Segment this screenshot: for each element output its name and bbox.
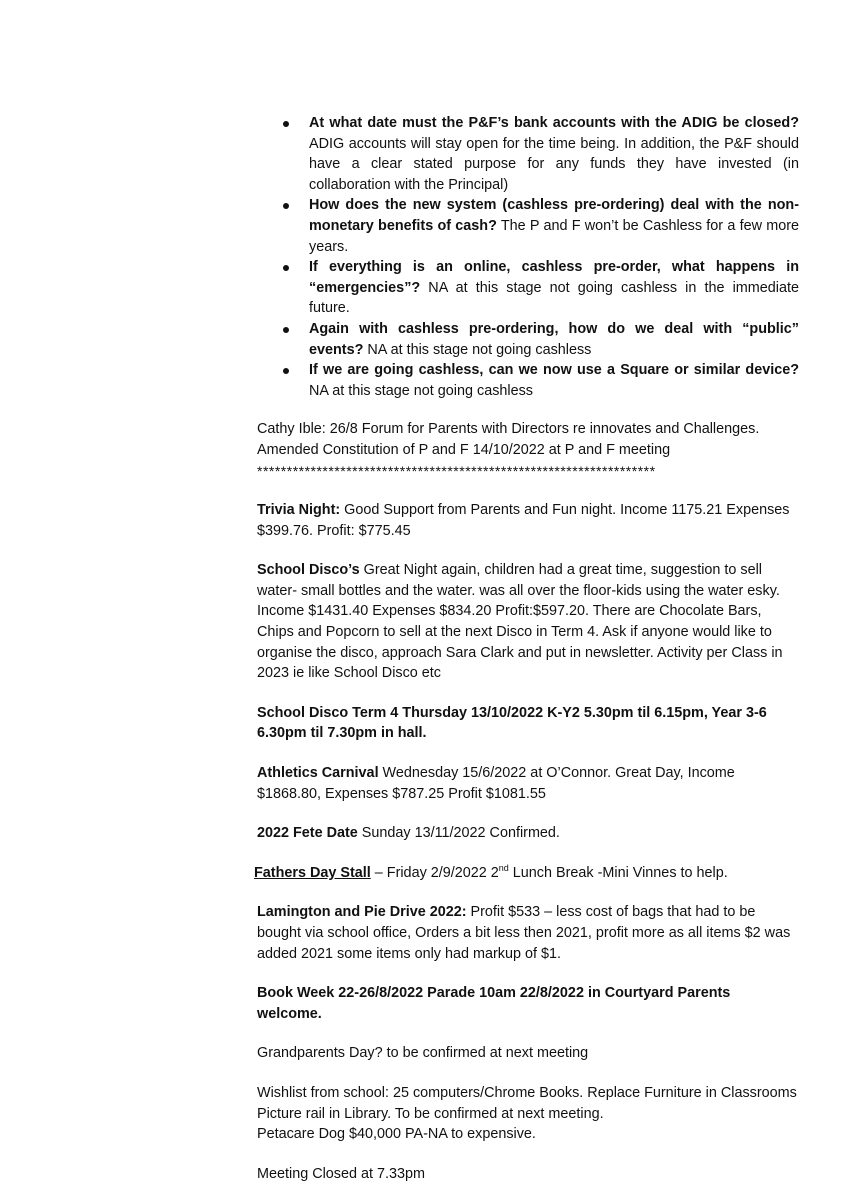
list-item — [257, 360, 799, 401]
grandparents-paragraph: Grandparents Day? to be confirmed at next meeting — [257, 1045, 589, 1062]
fete-label: 2022 Fete Date — [257, 825, 358, 842]
wishlist-line: Wishlist from school: 25 computers/Chrome Books. Replace Furniture in Classrooms — [257, 1084, 797, 1101]
forum-line: Cathy Ible: 26/8 Forum for Parents with Directors re innovates and Challenges. — [257, 421, 760, 438]
constitution-line: Amended Constitution of P and F 14/10/2022 at P and F meeting — [257, 441, 671, 458]
question-text: At what date must the P&F’s bank accounts with the ADIG be closed? — [309, 115, 799, 131]
answer-text: NA at this stage not going cashless — [309, 382, 533, 399]
list-item — [257, 319, 799, 360]
answer-text: NA at this stage not going cashless — [363, 341, 592, 358]
answer-text: NA at this stage not going cashless in the immediate future. — [309, 279, 799, 317]
disco-text: Great Night again, children had a great time, suggestion to sell water- small bottles and the water. was all over the floor-kids using the water esky. Income $1431.40 Expenses $834.20 Profit:$597.20. There are Chocolate Bars, Chips and Popcorn to sell at the next Disco in Term 4. Ask if anyone would like to organise the disco, approach Sara Clark and put in newsletter. Activity per Class in 2023 ie like School Disco etc — [257, 562, 783, 682]
athletics-label: Athletics Carnival — [257, 765, 379, 782]
question-text: Again with cashless pre-ordering, how do we deal with “public” events? — [309, 320, 799, 358]
fete-paragraph — [257, 823, 799, 844]
question-text: How does the new system (cashless pre-ordering) deal with the non-monetary benefits of cash? — [309, 197, 799, 234]
bullet-icon — [283, 121, 289, 127]
minutes-content — [254, 113, 800, 1184]
answer-text: ADIG accounts will stay open for the time being. In addition, the P&F should have a clear stated purpose for any funds they have invested (in collaboration with the Principal) — [309, 135, 799, 193]
list-item — [257, 113, 799, 195]
school-disco-paragraph — [257, 560, 799, 684]
cashless-questions-list — [257, 113, 799, 401]
lamington-label: Lamington and Pie Drive 2022: — [257, 904, 467, 921]
fathers-label: Fathers Day Stall — [254, 864, 371, 881]
bullet-icon — [283, 368, 289, 374]
fathers-text-a: – Friday 2/9/2022 2 — [370, 864, 499, 881]
trivia-night-paragraph — [257, 500, 799, 541]
trivia-label: Trivia Night: — [257, 502, 341, 519]
list-item — [257, 257, 799, 319]
athletics-paragraph — [257, 763, 799, 804]
bullet-icon — [283, 203, 289, 209]
bullet-icon — [283, 265, 289, 271]
bullet-icon — [283, 327, 289, 333]
list-item — [257, 195, 799, 257]
forum-section — [257, 419, 799, 481]
picture-rail-line: Picture rail in Library. To be confirmed at next meeting. — [257, 1105, 604, 1122]
disco-term4-paragraph: School Disco Term 4 Thursday 13/10/2022 K-Y2 5.30pm til 6.15pm, Year 3-6 6.30pm til 7.30pm in hall. — [257, 704, 767, 742]
meeting-closed-line: Meeting Closed at 7.33pm — [257, 1165, 425, 1182]
wishlist-section — [257, 1083, 799, 1145]
fathers-day-paragraph — [254, 863, 799, 884]
question-text: If everything is an online, cashless pre-order, what happens in “emergencies”? — [309, 259, 799, 296]
answer-text: The P and F won’t be Cashless for a few more years. — [309, 217, 800, 255]
trivia-text: Good Support from Parents and Fun night. Income 1175.21 Expenses $399.76. Profit: $775.45 — [257, 502, 790, 539]
fathers-sup: nd — [498, 863, 509, 874]
lamington-text: Profit $533 – less cost of bags that had to be bought via school office, Orders a bit less then 2021, profit more as all items $2 was added 2021 some items only had markup of $1. — [257, 904, 791, 962]
question-text: If we are going cashless, can we now use a Square or similar device? — [309, 362, 799, 379]
book-week-paragraph: Book Week 22-26/8/2022 Parade 10am 22/8/2022 in Courtyard Parents welcome. — [257, 985, 731, 1022]
fete-text: Sunday 13/11/2022 Confirmed. — [357, 825, 560, 842]
separator-line: ******************************************************************* — [257, 462, 656, 479]
disco-label: School Disco’s — [257, 562, 360, 579]
fathers-text-b: Lunch Break -Mini Vinnes to help. — [508, 864, 728, 881]
petacare-line: Petacare Dog $40,000 PA-NA to expensive. — [257, 1126, 536, 1143]
athletics-text: Wednesday 15/6/2022 at O’Connor. Great Day, Income $1868.80, Expenses $787.25 Profit $1081.55 — [257, 765, 735, 802]
lamington-paragraph — [257, 902, 799, 964]
